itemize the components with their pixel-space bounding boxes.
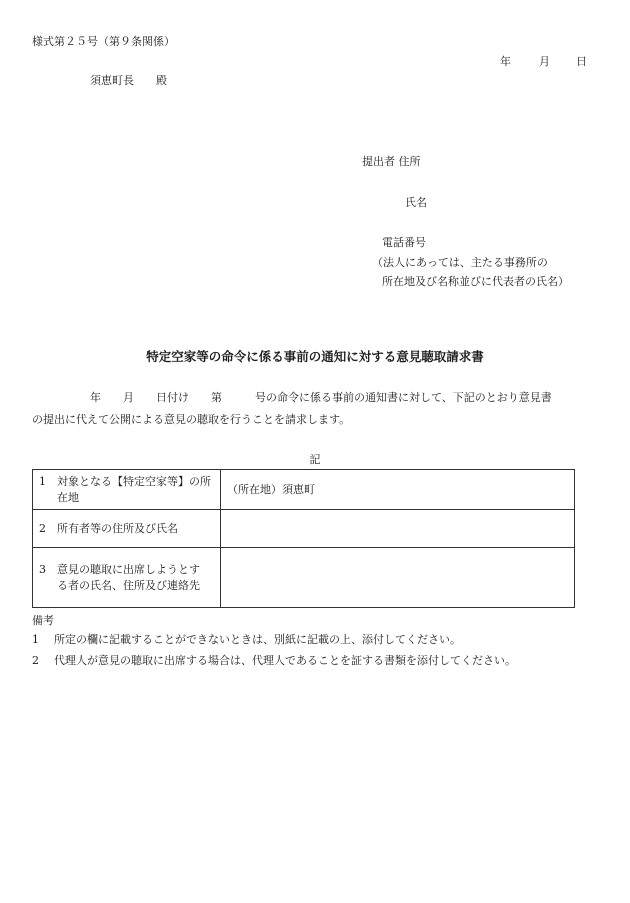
body-line-2: の提出に代えて公開による意見の聴取を行うことを請求します。: [32, 413, 351, 426]
row-label-line2: 在地: [57, 490, 79, 504]
remark-note: [32, 654, 516, 668]
row-label: [33, 470, 221, 510]
row-value-field[interactable]: [221, 470, 575, 510]
table-row: [33, 548, 575, 608]
remark-note: [32, 633, 461, 647]
date-year-label: 年: [500, 55, 511, 68]
form-number: 様式第２５号（第９条関係）: [32, 35, 175, 48]
submitter-phone-label: 電話番号: [382, 236, 426, 249]
date-line: [500, 55, 587, 69]
body-line-1: 年 月 日付け 第 号の命令に係る事前の通知書に対して、下記のとおり意見書: [90, 391, 552, 404]
row-value-field[interactable]: [221, 548, 575, 608]
table-row: [33, 470, 575, 510]
date-day-label: 日: [576, 55, 587, 68]
document-title: 特定空家等の命令に係る事前の通知に対する意見聴取請求書: [146, 349, 484, 364]
remark-text: 代理人が意見の聴取に出席する場合は、代理人であることを証する書類を添付してください。: [54, 654, 516, 667]
table-row: [33, 510, 575, 548]
ki-heading: 記: [309, 453, 321, 466]
row-label-line1: 対象となる【特定空家等】の所: [57, 474, 211, 488]
remark-number: 2: [32, 654, 39, 667]
remarks-heading: 備考: [32, 614, 54, 627]
remark-number: 1: [32, 633, 39, 646]
row-number: 1: [39, 474, 46, 488]
row-label-line2: る者の氏名、住所及び連絡先: [57, 578, 200, 592]
row-number: 3: [39, 562, 46, 576]
row-value-field[interactable]: [221, 510, 575, 548]
row-label-line1: 意見の聴取に出席しようとす: [57, 562, 200, 576]
corp-note-line2: 所在地及び名称並びに代表者の氏名）: [382, 275, 569, 288]
remark-text: 所定の欄に記載することができないときは、別紙に記載の上、添付してください。: [54, 633, 461, 646]
submitter-address-label: 提出者 住所: [362, 155, 421, 168]
row-label-line1: 所有者等の住所及び氏名: [57, 521, 178, 535]
date-month-label: 月: [539, 55, 550, 68]
row-value: （所在地）須恵町: [227, 482, 315, 496]
row-label: [33, 548, 221, 608]
items-table: [32, 469, 575, 608]
corp-note-line1: （法人にあっては、主たる事務所の: [372, 256, 548, 269]
row-label: [33, 510, 221, 548]
row-number: 2: [39, 521, 46, 535]
submitter-name-label: 氏名: [405, 196, 427, 209]
addressee: 須恵町長 殿: [90, 74, 167, 87]
